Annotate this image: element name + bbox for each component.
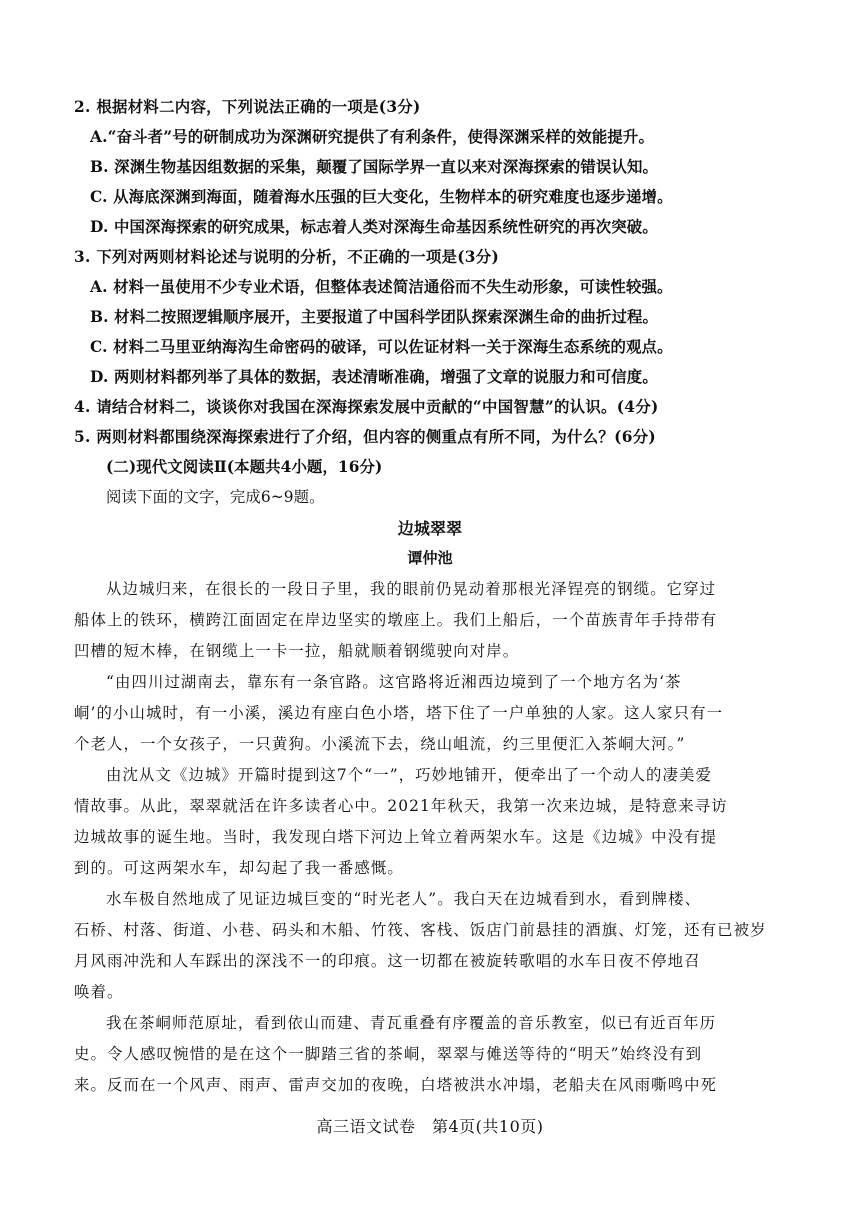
article-author: 谭仲池 <box>407 549 453 567</box>
article-line: “由四川过湖南去，靠东有一条官路。这官路将近湘西边境到了一个地方名为‘茶 <box>106 673 682 691</box>
question-3-option-d: D. 两则材料都列举了具体的数据，表述清晰准确，增强了文章的说服力和可信度。 <box>90 368 658 386</box>
question-3-option-a: A. 材料一虽使用不少专业术语，但整体表述简洁通俗而不失生动形象，可读性较强。 <box>90 278 673 296</box>
article-line: 我在茶峒师范原址，看到依山而建、青瓦重叠有序覆盖的音乐教室，似已有近百年历 <box>106 1014 717 1032</box>
section-heading: (二)现代文阅读Ⅱ(本题共4小题，16分) <box>106 458 383 476</box>
article-line: 凹槽的短木棒，在钢缆上一卡一拉，船就顺着钢缆驶向对岸。 <box>74 642 520 660</box>
question-4: 4. 请结合材料二，谈谈你对我国在深海探索发展中贡献的“中国智慧”的认识。(4分) <box>74 398 659 416</box>
question-3-stem: 3. 下列对两则材料论述与说明的分析，不正确的一项是(3分) <box>74 248 500 266</box>
article-line: 个老人，一个女孩子，一只黄狗。小溪流下去，绕山岨流，约三里便汇入茶峒大河。” <box>74 735 686 753</box>
article-line: 到的。可这两架水车，却勾起了我一番感慨。 <box>74 859 404 877</box>
article-line: 月风雨冲洗和人车踩出的深浅不一的印痕。这一切都在被旋转歌唱的水车日夜不停地召 <box>74 952 701 970</box>
article-line: 石桥、村落、街道、小巷、码头和木船、竹筏、客栈、饭店门前悬挂的酒旗、灯笼，还有已被岁 <box>74 921 767 939</box>
question-5: 5. 两则材料都围绕深海探索进行了介绍，但内容的侧重点有所不同，为什么？(6分) <box>74 428 656 446</box>
article-line: 水车极自然地成了见证边城巨变的“时光老人”。我白天在边城看到水，看到牌楼、 <box>106 890 702 908</box>
article-title: 边城翠翠 <box>397 519 463 538</box>
question-2-option-d: D. 中国深海探索的研究成果，标志着人类对深海生命基因系统性研究的再次突破。 <box>90 218 658 236</box>
article-line: 由沈从文《边城》开篇时提到这7个“一”，巧妙地铺开，便牵出了一个动人的凄美爱 <box>106 766 713 784</box>
question-3-option-b: B. 材料二按照逻辑顺序展开，主要报道了中国科学团队探索深渊生命的曲折过程。 <box>90 308 659 326</box>
article-line: 从边城归来，在很长的一段日子里，我的眼前仍晃动着那根光泽锃亮的钢缆。它穿过 <box>106 580 717 598</box>
question-2-option-b: B. 深渊生物基因组数据的采集，颠覆了国际学界一直以来对深海探索的错误认知。 <box>90 158 659 176</box>
article-line: 情故事。从此，翠翠就活在许多读者心中。2021年秋天，我第一次来边城，是特意来寻访 <box>74 797 728 815</box>
page-footer: 高三语文试卷 第4页(共10页) <box>316 1117 544 1136</box>
question-2-option-c: C. 从海底深渊到海面，随着海水压强的巨大变化，生物样本的研究难度也逐步递增。 <box>90 188 673 206</box>
article-line: 船体上的铁环，横跨江面固定在岸边坚实的墩座上。我们上船后，一个苗族青年手持带有 <box>74 611 718 629</box>
question-3-option-c: C. 材料二马里亚纳海沟生命密码的破译，可以佐证材料一关于深海生态系统的观点。 <box>90 338 673 356</box>
question-2-stem: 2. 根据材料二内容，下列说法正确的一项是(3分) <box>74 98 421 116</box>
section-instruction: 阅读下面的文字，完成6~9题。 <box>106 488 325 506</box>
article-line: 峒’的小山城时，有一小溪，溪边有座白色小塔，塔下住了一户单独的人家。这人家只有一 <box>74 704 724 722</box>
article-line: 来。反而在一个风声、雨声、雷声交加的夜晚，白塔被洪水冲塌，老船夫在风雨嘶鸣中死 <box>74 1076 718 1094</box>
article-line: 唤着。 <box>74 983 124 1001</box>
question-2-option-a: A.“奋斗者”号的研制成功为深渊研究提供了有利条件，使得深渊采样的效能提升。 <box>90 128 654 146</box>
article-line: 边城故事的诞生地。当时，我发现白塔下河边上耸立着两架水车。这是《边城》中没有提 <box>74 828 718 846</box>
article-line: 史。令人感叹惋惜的是在这个一脚踏三省的茶峒，翠翠与傩送等待的“明天”始终没有到 <box>74 1045 703 1063</box>
